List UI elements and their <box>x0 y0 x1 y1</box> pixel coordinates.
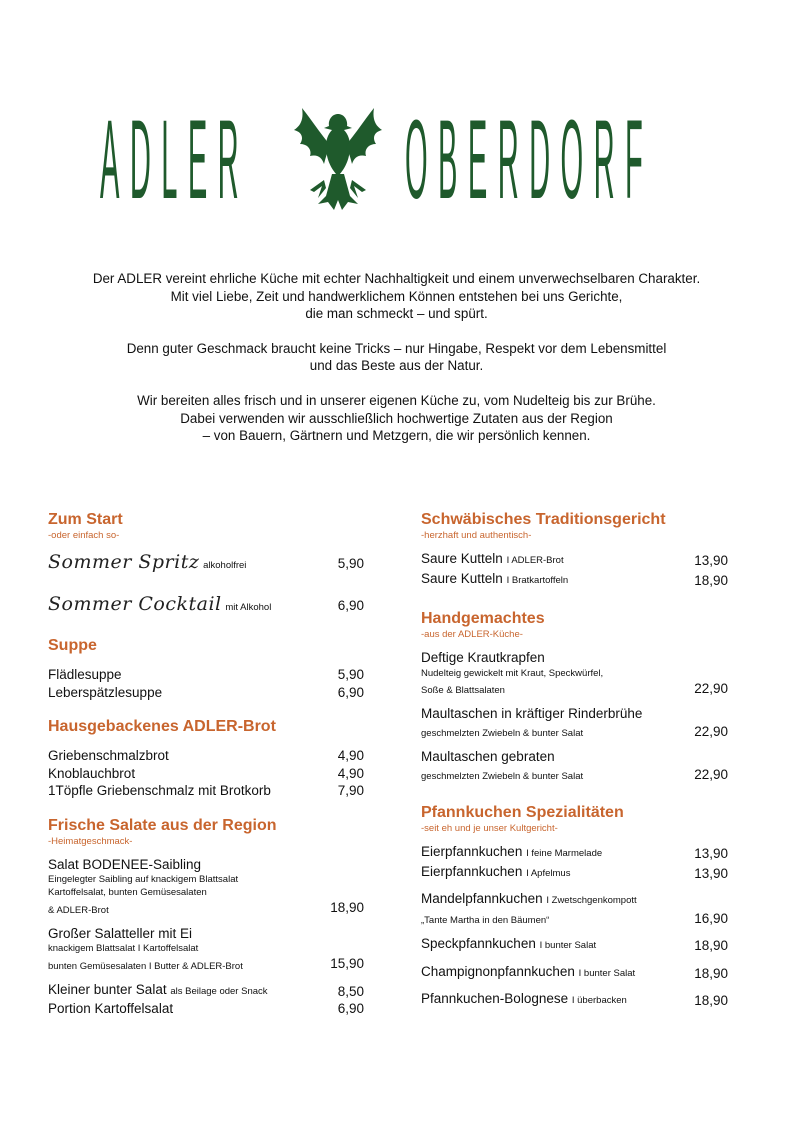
section-title: Zum Start <box>48 511 123 528</box>
item-name: Großer Salatteller mit Ei <box>48 925 193 941</box>
item-name: Mandelpfannkuchen <box>421 891 543 906</box>
item-name: Speckpfannkuchen <box>421 936 536 951</box>
item-name: Leberspätzlesuppe <box>48 684 163 700</box>
section-zum-start <box>48 510 364 620</box>
intro-text <box>60 270 733 462</box>
section-title: Suppe <box>48 637 97 654</box>
item-description: knackigem Blattsalat I Kartoffelsalat <box>48 943 199 954</box>
item-note: alkoholfrei <box>203 560 247 571</box>
item-note: I bunter Salat <box>539 940 597 951</box>
item-description: & ADLER-Brot <box>48 904 109 916</box>
menu-item <box>421 705 728 740</box>
section-title: Handgemachtes <box>421 610 545 627</box>
item-name: Maultaschen in kräftiger Rinderbrühe <box>421 706 643 721</box>
menu-item <box>421 863 728 883</box>
item-price: 5,90 <box>337 556 364 571</box>
item-note: als Beilage oder Snack <box>170 985 268 997</box>
item-price: 8,50 <box>337 983 364 999</box>
menu-item <box>421 935 728 955</box>
item-price: 18,90 <box>330 900 364 915</box>
item-price: 16,90 <box>694 910 728 926</box>
section-subtitle: -Heimatgeschmack- <box>48 835 133 847</box>
logo-word-oberdorf: OBERDORF <box>405 97 654 222</box>
menu-item <box>48 592 364 620</box>
item-note: I feine Marmelade <box>526 848 603 859</box>
menu-column-left <box>48 510 364 1034</box>
item-price: 15,90 <box>330 956 364 971</box>
eagle-icon <box>288 100 388 216</box>
item-name: Salat BODENEE-Saibling <box>48 856 202 872</box>
section-brot <box>48 717 364 800</box>
item-name: Kleiner bunter Salat <box>48 981 167 997</box>
section-title: Schwäbisches Traditionsgericht <box>421 511 666 528</box>
section-title: Pfannkuchen Spezialitäten <box>421 804 624 821</box>
item-name: Sommer Cocktail <box>48 593 222 615</box>
item-name: Maultaschen gebraten <box>421 749 555 764</box>
item-description: geschmelzten Zwiebeln & bunter Salat <box>421 771 584 782</box>
item-name: Flädlesuppe <box>48 667 122 682</box>
item-name: Eierpfannkuchen <box>421 863 523 879</box>
menu-item <box>421 963 728 983</box>
item-note: I Bratkartoffeln <box>506 574 569 586</box>
item-description: Kartoffelsalat, bunten Gemüsesalaten <box>48 887 207 898</box>
menu-item <box>48 550 364 578</box>
menu-item <box>421 843 728 863</box>
section-subtitle: -aus der ADLER-Küche- <box>421 629 523 640</box>
section-suppe <box>48 636 364 701</box>
item-price: 13,90 <box>694 865 728 881</box>
intro-paragraph: Denn guter Geschmack braucht keine Tricks – nur Hingabe, Respekt vor dem Lebensmittel und das Beste aus der Natur. <box>126 340 667 374</box>
item-price: 6,90 <box>337 684 364 700</box>
item-note: I überbacken <box>571 995 627 1006</box>
section-handgemachtes <box>421 609 728 783</box>
item-description: geschmelzten Zwiebeln & bunter Salat <box>421 728 584 739</box>
menu-item <box>421 570 728 590</box>
section-subtitle: -herzhaft und authentisch- <box>421 530 532 541</box>
section-title: Hausgebackenes ADLER-Brot <box>48 718 276 735</box>
menu-item <box>421 990 728 1010</box>
item-price: 18,90 <box>694 965 728 981</box>
menu-item <box>48 856 364 917</box>
item-note: I ADLER-Brot <box>506 555 564 566</box>
section-subtitle: -seit eh und je unser Kultgericht- <box>421 823 558 834</box>
item-description: bunten Gemüsesalaten I Butter & ADLER-Brot <box>48 960 243 972</box>
menu-item <box>48 765 364 783</box>
item-name: Saure Kutteln <box>421 570 503 586</box>
menu-item <box>421 890 728 927</box>
menu-item <box>48 1000 364 1018</box>
intro-paragraph: Wir bereiten alles frisch und in unserer eigenen Küche zu, vom Nudelteig bis zur Brühe. Dabei verwenden wir ausschließlich hochwertige Zutaten aus der Region – von Bauern, Gärtnern und Metzgern, die wir persönlich kennen. <box>137 392 656 444</box>
menu-item <box>48 925 364 973</box>
item-price: 22,90 <box>694 680 728 696</box>
item-price: 13,90 <box>694 553 728 568</box>
menu-item <box>421 748 728 783</box>
menu-item <box>48 981 364 1001</box>
item-description: Nudelteig gewickelt mit Kraut, Speckwürfel, <box>421 667 604 679</box>
item-description: Eingelegter Saibling auf knackigem Blattsalat <box>48 874 239 885</box>
logo-word-adler: ADLER <box>100 97 250 222</box>
brand-logo <box>100 97 695 222</box>
item-note: mit Alkohol <box>225 602 272 613</box>
item-name: Knoblauchbrot <box>48 765 136 781</box>
item-price: 4,90 <box>337 765 364 781</box>
item-price: 4,90 <box>337 748 364 763</box>
item-name: Griebenschmalzbrot <box>48 748 169 763</box>
item-name: Deftige Krautkrapfen <box>421 650 545 665</box>
item-name: Sommer Spritz <box>48 551 200 573</box>
item-note: I Apfelmus <box>526 867 571 879</box>
menu-item <box>421 649 728 697</box>
item-name: Champignonpfannkuchen <box>421 963 575 979</box>
item-name: 1Töpfle Griebenschmalz mit Brotkorb <box>48 783 271 798</box>
item-price: 22,90 <box>694 723 728 739</box>
item-description: Soße & Blattsalaten <box>421 685 505 696</box>
item-price: 22,90 <box>694 766 728 782</box>
menu-column-right <box>421 510 728 1026</box>
menu-item <box>48 666 364 684</box>
item-note: I Zwetschgenkompott <box>546 895 637 906</box>
intro-paragraph: Der ADLER vereint ehrliche Küche mit echter Nachhaltigkeit und einem unverwechselbaren Charakter. Mit viel Liebe, Zeit und handwerklichem Können entstehen bei uns Gerichte, die man schmeckt – und spürt. <box>92 271 701 322</box>
item-price: 5,90 <box>337 667 364 682</box>
section-salate <box>48 816 364 1018</box>
menu-item <box>48 684 364 702</box>
item-name: Pfannkuchen-Bolognese <box>421 991 569 1006</box>
item-name: Saure Kutteln <box>421 551 503 566</box>
menu-item <box>421 550 728 570</box>
item-price: 6,90 <box>337 598 364 613</box>
section-tradition <box>421 510 728 589</box>
menu-item <box>48 747 364 765</box>
item-price: 18,90 <box>694 993 728 1008</box>
section-pfannkuchen <box>421 803 728 1010</box>
item-price: 13,90 <box>694 846 728 861</box>
item-name: Eierpfannkuchen <box>421 844 523 859</box>
item-price: 18,90 <box>694 572 728 588</box>
item-description: „Tante Martha in den Bäumen“ <box>421 915 550 926</box>
item-note: I bunter Salat <box>578 967 636 979</box>
section-subtitle: -oder einfach so- <box>48 530 120 541</box>
item-price: 6,90 <box>337 1001 364 1016</box>
item-price: 18,90 <box>694 938 728 953</box>
item-price: 7,90 <box>337 783 364 798</box>
item-name: Portion Kartoffelsalat <box>48 1001 174 1016</box>
menu-item <box>48 782 364 800</box>
section-title: Frische Salate aus der Region <box>48 816 277 834</box>
